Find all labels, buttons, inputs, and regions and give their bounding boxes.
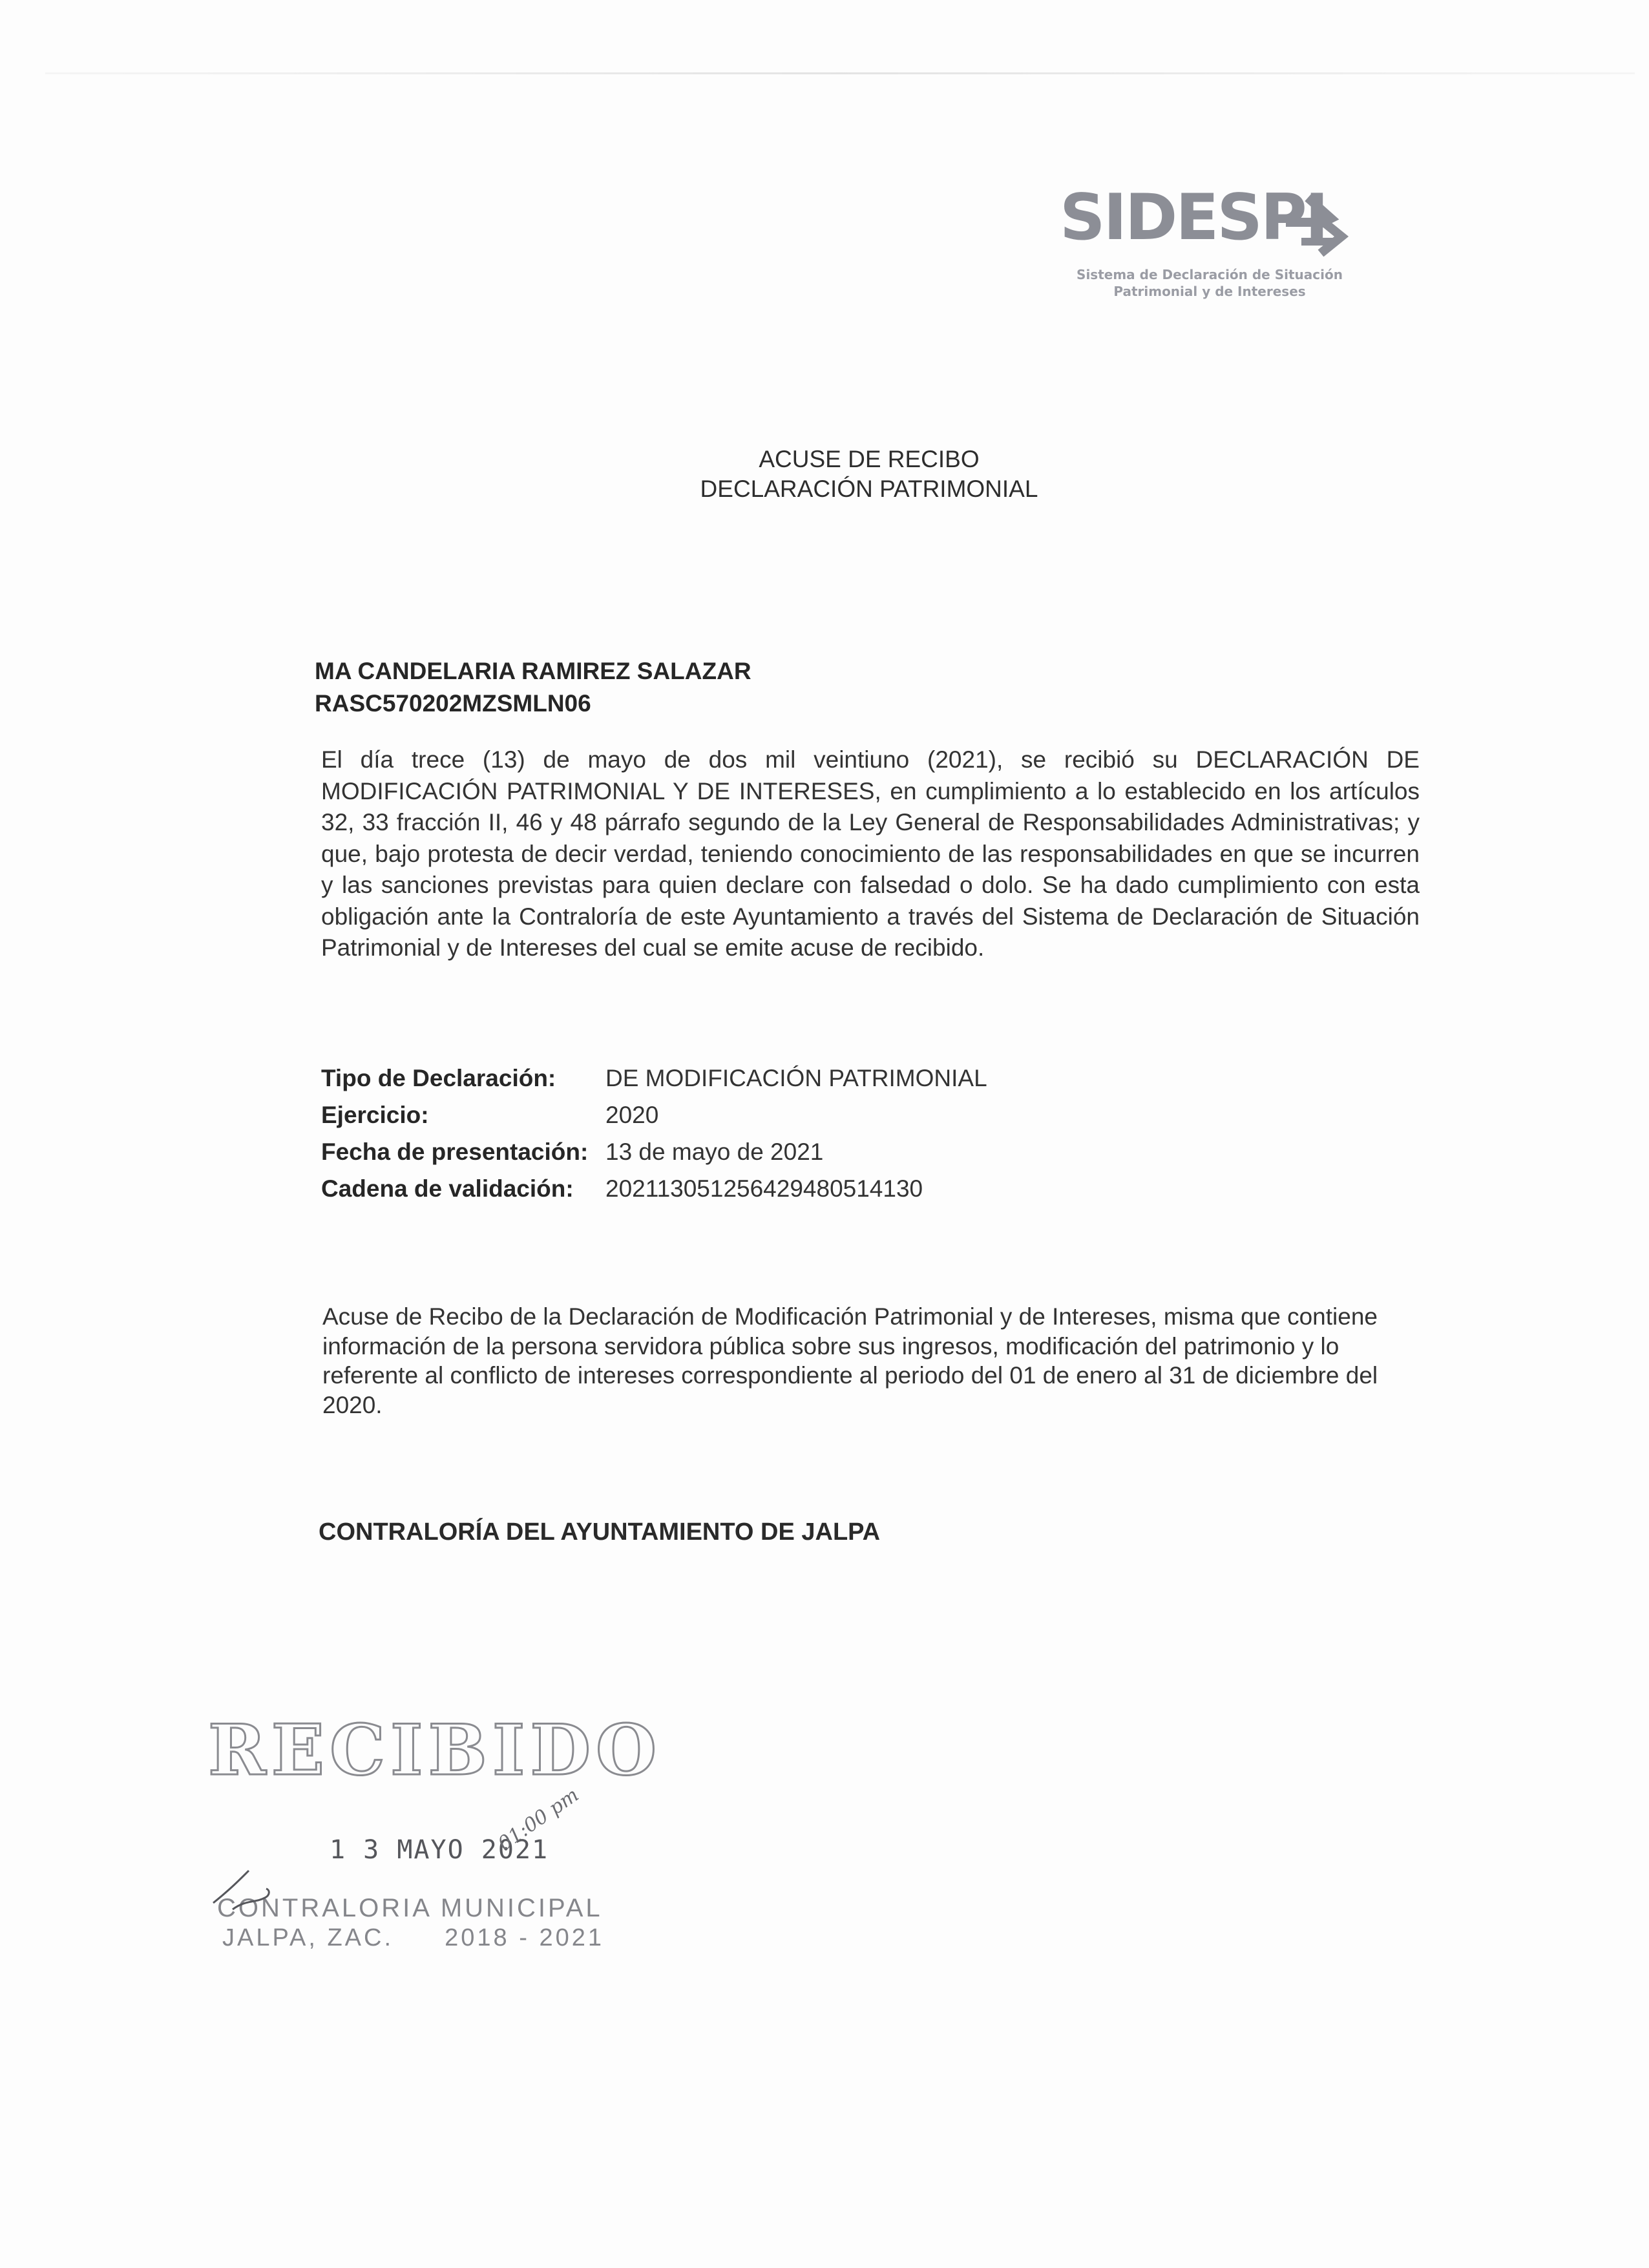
document-title-line1: ACUSE DE RECIBO (759, 446, 980, 472)
received-stamp (194, 1710, 662, 1961)
logo-arrow-icon (1282, 186, 1354, 258)
body-paragraph: El día trece (13) de mayo de dos mil veintiuno (2021), se recibió su DECLARACIÓN DE MODIFICACIÓN PATRIMONIAL Y DE INTERESES, en cumplimiento a lo establecido en los artículos 32, 33 fracción II, 46 y 48 párrafo segundo de la Ley General de Responsabilidades Administrativas; y que, bajo protesta de decir verdad, teniendo conocimiento de las responsabilidades en que se incurren y las sanciones previstas para quien declare con falsedad o dolo. Se ha dado cumplimiento con esta obligación ante la Contraloría de este Ayuntamiento a través del Sistema de Declaración de Situación Patrimonial y de Intereses del cual se emite acuse de recibido. (321, 746, 1420, 961)
logo-subtitle-line2: Patrimonial y de Intereses (1113, 284, 1306, 299)
declarant-block (315, 655, 751, 720)
stamp-period: 2018 - 2021 (445, 1924, 604, 1951)
document-title-line2: DECLARACIÓN PATRIMONIAL (700, 476, 1038, 502)
handwritten-time: 01:00 pm (494, 1783, 583, 1856)
detail-value: DE MODIFICACIÓN PATRIMONIAL (605, 1065, 987, 1091)
stamp-received-word: RECIBIDO (208, 1710, 662, 1791)
summary-paragraph: Acuse de Recibo de la Declaración de Modificación Patrimonial y de Intereses, misma que contiene información de la persona servidora pública sobre sus ingresos, modificación del patrimonio y lo referente al conflicto de intereses correspondiente al periodo del 01 de enero al 31 de diciembre del 2020. (322, 1303, 1378, 1418)
detail-label: Fecha de presentación: (321, 1139, 589, 1165)
stamp-city: JALPA, ZAC. (222, 1924, 394, 1951)
logo-subtitle-line1: Sistema de Declaración de Situación (1077, 267, 1343, 282)
scan-edge-line (45, 72, 1635, 74)
stamp-org-text: CONTRALORIA MUNICIPAL (217, 1894, 603, 1922)
declarant-name: MA CANDELARIA RAMIREZ SALAZAR (315, 658, 751, 684)
detail-label: Ejercicio: (321, 1102, 429, 1128)
declarant-rfc: RASC570202MZSMLN06 (315, 690, 591, 717)
handwritten-marks (194, 1716, 646, 1961)
handwritten-signature (213, 1871, 269, 1909)
detail-value: 2020 (605, 1102, 659, 1128)
detail-value: 20211305125642948051413​0 (605, 1175, 923, 1202)
logo-wordmark: SIDESPI (1060, 181, 1327, 255)
detail-label: Tipo de Declaración: (321, 1065, 556, 1091)
stamp-date: 1 3 MAYO 2021 (330, 1835, 549, 1865)
detail-label: Cadena de validación: (321, 1175, 574, 1202)
footer-organization: CONTRALORÍA DEL AYUNTAMIENTO DE JALPA (319, 1518, 881, 1546)
sidespi-logo (1060, 181, 1363, 315)
detail-value: 13 de mayo de 2021 (605, 1139, 824, 1165)
